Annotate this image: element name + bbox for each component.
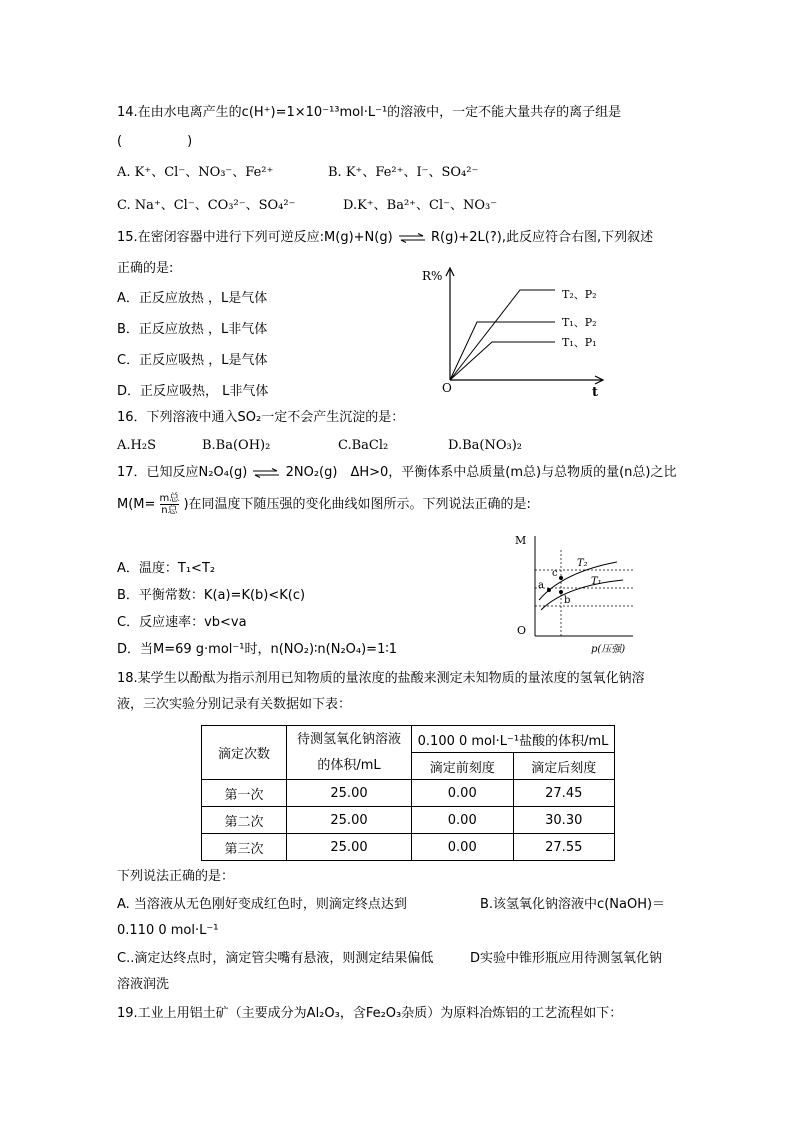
q17-fraction	[160, 493, 180, 516]
table-cell: 25.00	[287, 834, 412, 861]
q17-frac-den: n总	[161, 505, 178, 516]
table-cell: 0.00	[412, 834, 514, 861]
q15-stem-part2: R(g)+2L(?),此反应符合右图,下列叙述	[430, 230, 654, 245]
q17-y-label: M	[515, 534, 527, 547]
table-header-after: 滴定后刻度	[513, 753, 615, 780]
table-cell: 30.30	[513, 807, 615, 834]
q15-option-c: C．正反应吸热 ，L是气体	[117, 353, 268, 368]
q17-stem-part2: 2NO₂(g) ΔH>0，平衡体系中总质量(m总)与总物质的量(n总)之比	[285, 465, 677, 480]
table-cell: 27.45	[513, 780, 615, 807]
q17-stem2-part1: M(M=	[117, 497, 156, 512]
q15-label-t2p2: T₂、P₂	[562, 288, 597, 301]
q15-label-t1p1: T₁、P₁	[562, 336, 597, 349]
q17-stem-line2	[117, 493, 531, 516]
q17-point-c	[559, 576, 563, 580]
q18-option-b: B.该氢氧化钠溶液中c(NaOH)＝	[480, 897, 666, 912]
q18-option-b-cont: 0.110 0 mol·L⁻¹	[117, 923, 219, 938]
q17-stem2-part2: )在同温度下随压强的变化曲线如图所示。下列说法正确的是:	[183, 497, 531, 512]
table-row	[202, 834, 615, 861]
q17-label-t1: T₁	[591, 576, 602, 587]
q17-option-d: D．当M=69 g·mol⁻¹时，n(NO₂)∶n(N₂O₄)=1∶1	[117, 642, 397, 657]
q16-option-d: D.Ba(NO₃)₂	[448, 438, 522, 453]
table-header-volume-l1: 待测氢氧化钠溶液	[296, 731, 401, 747]
q17-stem	[117, 465, 676, 481]
q17-option-c: C．反应速率：vb<va	[117, 615, 247, 630]
q15-stem	[117, 230, 653, 246]
q18-data-table	[201, 725, 615, 861]
q15-curve-t1p2	[450, 322, 555, 380]
q18-option-a: A. 当溶液从无色刚好变成红色时，则滴定终点达到	[117, 897, 407, 912]
q15-curve-t1p1	[450, 342, 555, 380]
q15-stem-line2: 正确的是:	[117, 261, 174, 276]
table-header-volume	[287, 726, 412, 780]
q15-curve-t2p2	[450, 290, 555, 380]
table-row	[202, 807, 615, 834]
q17-label-b: b	[564, 595, 571, 606]
equilibrium-arrow-icon	[397, 233, 427, 243]
q15-stem-part1: 15.在密闭容器中进行下列可逆反应:M(g)+N(g)	[117, 230, 393, 245]
q17-label-c: c	[552, 568, 558, 579]
q15-label-t1p2: T₁、P₂	[562, 316, 597, 329]
q15-option-a: A．正反应放热 ，L是气体	[117, 291, 268, 306]
q17-point-a	[547, 588, 551, 592]
table-cell: 第二次	[202, 807, 287, 834]
table-cell: 25.00	[287, 807, 412, 834]
q14-option-d: D.K⁺、Ba²⁺、Cl⁻、NO₃⁻	[343, 198, 498, 213]
q17-graph	[505, 528, 640, 656]
q14-answer-paren: ( )	[117, 134, 193, 149]
table-header-count: 滴定次数	[202, 726, 287, 780]
q18-option-c: C..滴定达终点时，滴定管尖嘴有悬液，则测定结果偏低	[117, 951, 434, 966]
q15-graph	[420, 262, 620, 402]
table-cell: 第一次	[202, 780, 287, 807]
q18-option-d: D实验中锥形瓶应用待测氢氧化钠	[470, 951, 663, 966]
q17-label-a: a	[538, 580, 544, 591]
q15-x-label: t	[592, 385, 599, 400]
q14-option-b: B. K⁺、Fe²⁺、I⁻、SO₄²⁻	[328, 165, 479, 180]
q17-origin-label: O	[517, 624, 527, 637]
equilibrium-arrow-icon	[251, 468, 281, 478]
q14-option-c: C. Na⁺、Cl⁻、CO₃²⁻、SO₄²⁻	[117, 198, 296, 213]
q17-stem-part1: 17．已知反应N₂O₄(g)	[117, 465, 248, 480]
q15-option-b: B．正反应放热 ，L非气体	[117, 322, 268, 337]
q15-origin-label: O	[442, 381, 452, 395]
q19-stem: 19.工业上用铝土矿（主要成分为Al₂O₃，含Fe₂O₃杂质）为原料冶炼铝的工艺流程如下：	[117, 1006, 623, 1021]
table-header-hcl: 0.100 0 mol·L⁻¹盐酸的体积/mL	[412, 726, 615, 753]
q16-stem: 16．下列溶液中通入SO₂一定不会产生沉淀的是：	[117, 410, 405, 425]
q14-stem: 14.在由水电离产生的c(H⁺)=1×10⁻¹³mol·L⁻¹的溶液中，一定不能大量共存的离子组是	[117, 105, 622, 120]
q15-option-d: D．正反应吸热， L非气体	[117, 384, 269, 399]
q17-option-a: A．温度：T₁<T₂	[117, 561, 216, 576]
table-cell: 27.55	[513, 834, 615, 861]
q17-option-b: B．平衡常数：K(a)=K(b)<K(c)	[117, 588, 306, 603]
q17-curve-t1	[541, 580, 623, 610]
table-cell: 0.00	[412, 780, 514, 807]
q18-stem-line2: 液，三次实验分别记录有关数据如下表：	[117, 697, 352, 712]
q18-option-d-cont: 溶液润洗	[117, 977, 170, 992]
q16-option-a: A.H₂S	[117, 438, 156, 453]
table-cell: 0.00	[412, 807, 514, 834]
table-cell: 第三次	[202, 834, 287, 861]
q15-y-label: R%	[422, 269, 443, 283]
table-header-before: 滴定前刻度	[412, 753, 514, 780]
q17-x-label: p(压强)	[591, 644, 626, 655]
q14-option-a: A. K⁺、Cl⁻、NO₃⁻、Fe²⁺	[117, 165, 274, 180]
table-cell: 25.00	[287, 780, 412, 807]
q17-point-b	[559, 590, 563, 594]
q17-frac-num: m总	[159, 493, 180, 504]
q18-stem: 18.某学生以酚酞为指示剂用已知物质的量浓度的盐酸来测定未知物质的量浓度的氢氧化钠溶	[117, 671, 645, 686]
table-header-volume-l2: 的体积/mL	[317, 757, 381, 773]
q16-option-b: B.Ba(OH)₂	[202, 438, 271, 453]
table-row	[202, 780, 615, 807]
q17-label-t2: T₂	[577, 558, 588, 569]
q16-option-c: C.BaCl₂	[338, 438, 389, 453]
q18-prompt: 下列说法正确的是：	[117, 869, 235, 884]
